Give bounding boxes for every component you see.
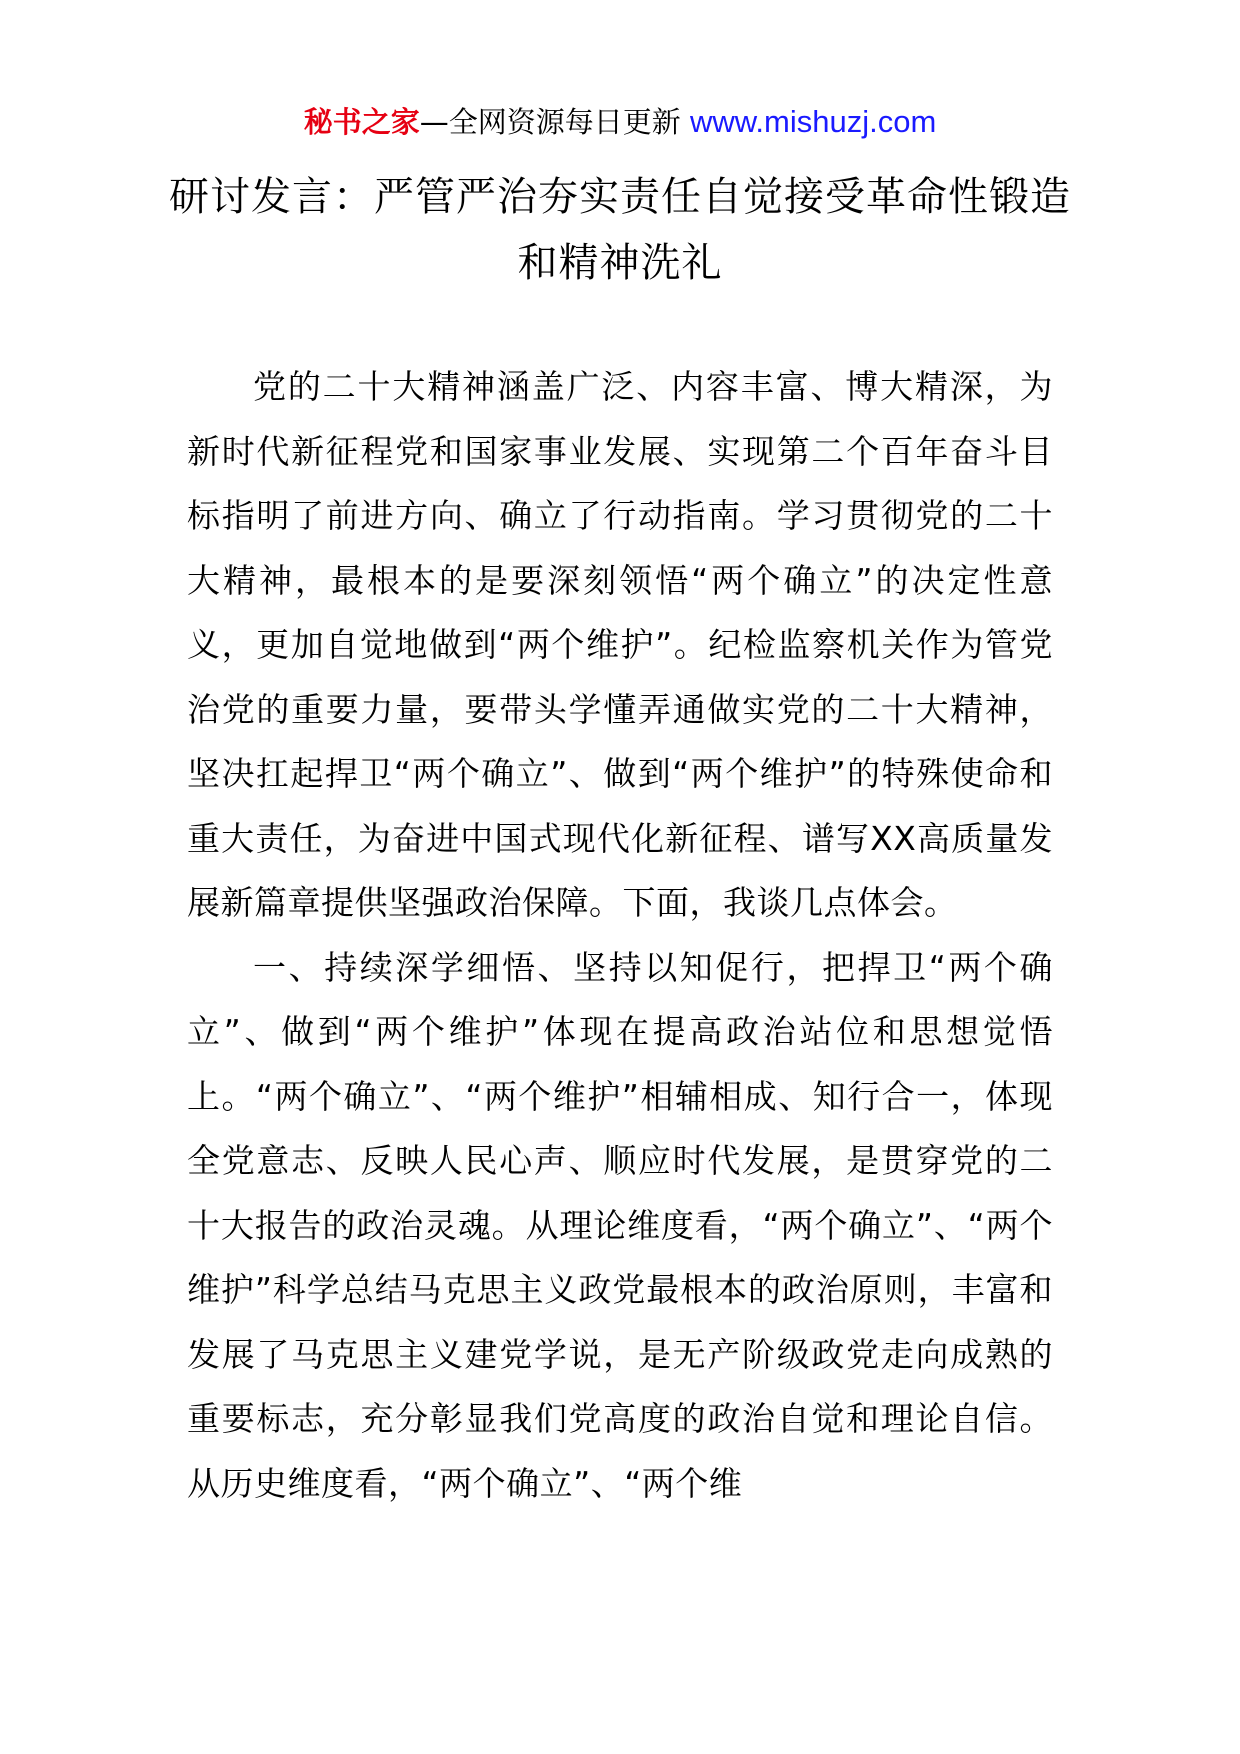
site-brand: 秘书之家 <box>303 105 420 139</box>
site-tagline: —全网资源每日更新 <box>419 105 681 139</box>
intro-paragraph: 党的二十大精神涵盖广泛、内容丰富、博大精深，为新时代新征程党和国家事业发展、实现第二个百年奋斗目标指明了前进方向、确立了行动指南。学习贯彻党的二十大精神，最根本的是要深刻领悟“两个确立”的决定性意义，更加自觉地做到“两个维护”。纪检监察机关作为管党治党的重要力量，要带头学懂弄通做实党的二十大精神，坚决扛起捍卫“两个确立”、做到“两个维护”的特殊使命和重大责任，为奋进中国式现代化新征程、谱写XX高质量发展新篇章提供坚强政治保障。下面，我谈几点体会。 <box>187 367 1053 922</box>
site-header <box>0 102 1240 142</box>
site-url-link[interactable]: www.mishuzj.com <box>689 104 937 139</box>
document-body <box>187 355 1053 1516</box>
section-one-paragraph: 一、持续深学细悟、坚持以知促行，把捍卫“两个确立”、做到“两个维护”体现在提高政治站位和思想觉悟上。“两个确立”、“两个维护”相辅相成、知行合一，体现全党意志、反映人民心声、顺应时代发展，是贯穿党的二十大报告的政治灵魂。从理论维度看，“两个确立”、“两个维护”科学总结马克思主义政党最根本的政治原则，丰富和发展了马克思主义建党学说，是无产阶级政党走向成熟的重要标志，充分彰显我们党高度的政治自觉和理论自信。从历史维度看，“两个确立”、“两个维 <box>187 947 1053 1503</box>
document-title: 研讨发言：严管严治夯实责任自觉接受革命性锻造和精神洗礼 <box>169 174 1071 286</box>
